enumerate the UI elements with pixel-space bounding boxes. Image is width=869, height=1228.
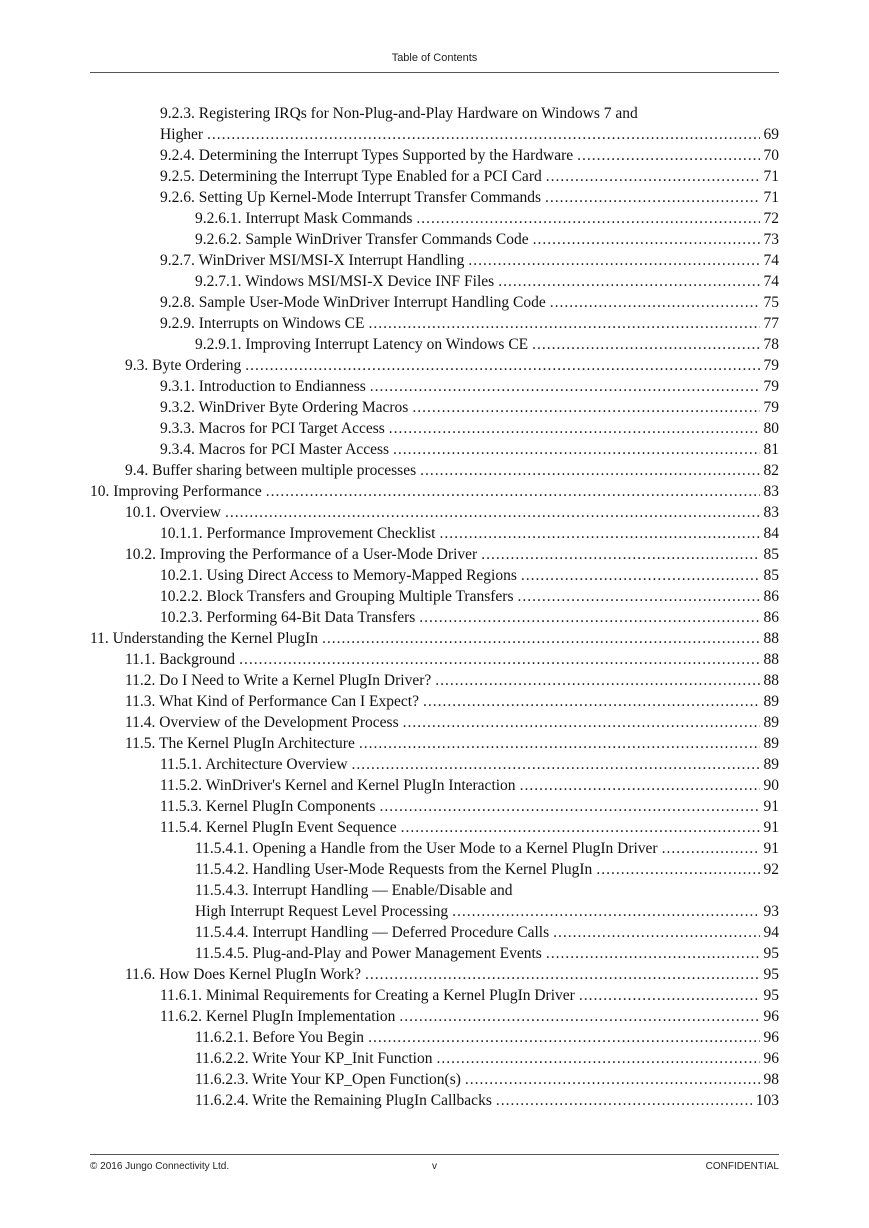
toc-entry-title: 11.5.3. Kernel PlugIn Components	[160, 798, 376, 815]
toc-leader-dots	[393, 439, 759, 460]
toc-entry-page: 91	[763, 840, 779, 857]
toc-leader-dots	[420, 460, 759, 481]
toc-entry-page: 98	[763, 1071, 779, 1088]
toc-entry[interactable]	[160, 565, 779, 586]
toc-entry[interactable]	[160, 250, 779, 271]
toc-leader-dots	[245, 355, 759, 376]
toc-entry-page: 77	[763, 315, 779, 332]
toc-entry-title: 10.2. Improving the Performance of a User-Mode Driver	[125, 546, 478, 563]
toc-entry[interactable]	[160, 313, 779, 334]
toc-entry-title-line: 9.2.3. Registering IRQs for Non-Plug-and-Play Hardware on Windows 7 and	[160, 105, 638, 122]
toc-entry-page: 79	[763, 357, 779, 374]
toc-entry-page: 95	[763, 945, 779, 962]
toc-entry[interactable]	[195, 208, 779, 229]
toc-entry-page: 80	[763, 420, 779, 437]
toc-leader-dots	[481, 544, 759, 565]
toc-entry-title: 9.3.1. Introduction to Endianness	[160, 378, 366, 395]
toc-entry-title: 11.6. How Does Kernel PlugIn Work?	[125, 966, 361, 983]
toc-entry-page: 86	[763, 588, 779, 605]
toc-entry-title: 10.1.1. Performance Improvement Checklist	[160, 525, 436, 542]
toc-entry-title: 9.2.6.2. Sample WinDriver Transfer Commands Code	[195, 231, 529, 248]
toc-leader-dots	[498, 271, 759, 292]
toc-entry-title: 11.6.2.1. Before You Begin	[195, 1029, 365, 1046]
toc-leader-dots	[239, 649, 759, 670]
toc-entry-page: 92	[763, 861, 779, 878]
toc-entry-title: 11.6.2. Kernel PlugIn Implementation	[160, 1008, 396, 1025]
toc-entry-title: 9.3.4. Macros for PCI Master Access	[160, 441, 390, 458]
toc-entry-page: 91	[763, 798, 779, 815]
toc-leader-dots	[370, 376, 760, 397]
toc-entry-title: 11.1. Background	[125, 651, 236, 668]
toc-entry[interactable]	[90, 481, 779, 502]
toc-leader-dots	[435, 670, 759, 691]
toc-leader-dots	[419, 607, 759, 628]
toc-leader-dots	[225, 502, 760, 523]
toc-entry-page: 71	[763, 189, 779, 206]
toc-entry[interactable]	[125, 670, 779, 691]
toc-entry-title-line: 11.5.4.3. Interrupt Handling — Enable/Disable and	[195, 882, 513, 899]
toc-leader-dots	[352, 754, 760, 775]
toc-entry-title: 11.3. What Kind of Performance Can I Expect?	[125, 693, 419, 710]
toc-entry-title: 11.5.4.5. Plug-and-Play and Power Management Events	[195, 945, 542, 962]
toc-leader-dots	[468, 250, 759, 271]
toc-entry-page: 79	[763, 399, 779, 416]
toc-entry-title: 10.2.3. Performing 64-Bit Data Transfers	[160, 609, 416, 626]
toc-entry[interactable]	[160, 1006, 779, 1027]
toc-leader-dots	[437, 1048, 760, 1069]
toc-entry-page: 73	[763, 231, 779, 248]
toc-entry-title: 10.2.1. Using Direct Access to Memory-Mapped Regions	[160, 567, 517, 584]
toc-entry[interactable]	[160, 523, 779, 544]
footer-page-number: v	[432, 1161, 437, 1172]
toc-leader-dots	[412, 397, 759, 418]
toc-entry-title: 11.6.1. Minimal Requirements for Creating a Kernel PlugIn Driver	[160, 987, 575, 1004]
toc-entry-page: 70	[763, 147, 779, 164]
toc-entry-title: 9.3.3. Macros for PCI Target Access	[160, 420, 385, 437]
toc-leader-dots	[389, 418, 760, 439]
toc-entry[interactable]	[125, 355, 779, 376]
toc-entry-page: 74	[763, 273, 779, 290]
toc-entry-page: 89	[763, 756, 779, 773]
toc-entry-page: 83	[763, 483, 779, 500]
toc-leader-dots	[496, 1090, 752, 1111]
toc-entry-title: 11.4. Overview of the Development Process	[125, 714, 399, 731]
toc-entry-title: 11.5.4.2. Handling User-Mode Requests from the Kernel PlugIn	[195, 861, 593, 878]
toc-leader-dots	[365, 964, 760, 985]
toc-entry-page: 71	[763, 168, 779, 185]
toc-entry-page: 86	[763, 609, 779, 626]
toc-entry[interactable]	[195, 922, 779, 943]
footer-copyright: © 2016 Jungo Connectivity Ltd.	[90, 1161, 230, 1172]
toc-entry[interactable]	[195, 1048, 779, 1069]
toc-entry-page: 78	[763, 336, 779, 353]
toc-entry-title: 11.6.2.3. Write Your KP_Open Function(s)	[195, 1071, 461, 1088]
toc-leader-dots	[532, 334, 759, 355]
footer-rule	[90, 1154, 779, 1155]
toc-entry-title: 9.2.4. Determining the Interrupt Types Supported by the Hardware	[160, 147, 574, 164]
toc-entry-title: 9.2.8. Sample User-Mode WinDriver Interrupt Handling Code	[160, 294, 546, 311]
toc-leader-dots	[596, 859, 759, 880]
toc-entry-page: 81	[763, 441, 779, 458]
toc-leader-dots	[546, 943, 760, 964]
toc-entry[interactable]	[195, 334, 779, 355]
toc-leader-dots	[322, 628, 759, 649]
toc-entry-page: 82	[763, 462, 779, 479]
toc-entry[interactable]	[160, 187, 779, 208]
toc-entry-title: 11.5.4.1. Opening a Handle from the User Mode to a Kernel PlugIn Driver	[195, 840, 658, 857]
toc-entry-page: 96	[763, 1029, 779, 1046]
toc-entry[interactable]	[160, 418, 779, 439]
toc-entry-page: 103	[755, 1092, 779, 1109]
toc-entry-title: 11.5.4.4. Interrupt Handling — Deferred Procedure Calls	[195, 924, 550, 941]
toc-entry[interactable]	[160, 397, 779, 418]
toc-entry-title: Higher	[160, 126, 204, 143]
toc-entry-title: 9.3.2. WinDriver Byte Ordering Macros	[160, 399, 409, 416]
toc-entry-page: 85	[763, 546, 779, 563]
toc-entry-title: 10.2.2. Block Transfers and Grouping Multiple Transfers	[160, 588, 514, 605]
toc-entry[interactable]	[125, 649, 779, 670]
toc-entry-page: 89	[763, 735, 779, 752]
toc-entry[interactable]	[160, 586, 779, 607]
toc-leader-dots	[546, 166, 760, 187]
toc-entry[interactable]	[125, 964, 779, 985]
toc-entry-page: 91	[763, 819, 779, 836]
toc-entry-title: 11.5.1. Architecture Overview	[160, 756, 348, 773]
toc-entry[interactable]	[125, 502, 779, 523]
toc-leader-dots	[662, 838, 760, 859]
toc-entry-page: 85	[763, 567, 779, 584]
page-header-title: Table of Contents	[391, 52, 478, 64]
toc-entry-title: 11.2. Do I Need to Write a Kernel PlugIn Driver?	[125, 672, 432, 689]
toc-entry-title: 11.5.4. Kernel PlugIn Event Sequence	[160, 819, 397, 836]
toc-entry[interactable]	[160, 754, 779, 775]
toc-leader-dots	[368, 313, 759, 334]
toc-leader-dots	[403, 712, 760, 733]
toc-entry-title: 9.2.7. WinDriver MSI/MSI-X Interrupt Handling	[160, 252, 465, 269]
toc-entry-page: 90	[763, 777, 779, 794]
toc-entry-title: 9.2.9. Interrupts on Windows CE	[160, 315, 365, 332]
toc-entry-page: 72	[763, 210, 779, 227]
toc-leader-dots	[439, 523, 759, 544]
toc-entry[interactable]	[195, 1069, 779, 1090]
toc-leader-dots	[545, 187, 760, 208]
toc-leader-dots	[550, 292, 760, 313]
toc-leader-dots	[579, 985, 760, 1006]
toc-entry-page: 96	[763, 1008, 779, 1025]
toc-entry-title: 9.2.5. Determining the Interrupt Type Enabled for a PCI Card	[160, 168, 542, 185]
toc-entry-title: 11. Understanding the Kernel PlugIn	[90, 630, 319, 647]
toc-entry-page: 83	[763, 504, 779, 521]
toc-entry-page: 88	[763, 672, 779, 689]
toc-entry-title: 9.2.9.1. Improving Interrupt Latency on Windows CE	[195, 336, 529, 353]
toc-entry-page: 89	[763, 714, 779, 731]
toc-entry-page: 79	[763, 378, 779, 395]
toc-entry[interactable]	[160, 145, 779, 166]
toc-leader-dots	[399, 1006, 759, 1027]
toc-entry[interactable]	[160, 775, 779, 796]
toc-leader-dots	[207, 124, 759, 145]
toc-entry-title: High Interrupt Request Level Processing	[195, 903, 449, 920]
toc-entry-page: 89	[763, 693, 779, 710]
toc-entry[interactable]	[160, 292, 779, 313]
toc-leader-dots	[520, 775, 760, 796]
toc-entry-title: 11.6.2.4. Write the Remaining PlugIn Callbacks	[195, 1092, 492, 1109]
toc-entry-title: 11.5.2. WinDriver's Kernel and Kernel PlugIn Interaction	[160, 777, 516, 794]
toc-leader-dots	[465, 1069, 760, 1090]
toc-entry-title: 9.2.6.1. Interrupt Mask Commands	[195, 210, 413, 227]
toc-entry[interactable]	[195, 859, 779, 880]
toc-entry[interactable]	[160, 985, 779, 1006]
toc-entry-page: 69	[763, 126, 779, 143]
toc-entry[interactable]	[195, 271, 779, 292]
toc-entry-title: 9.4. Buffer sharing between multiple processes	[125, 462, 417, 479]
toc-entry-page: 95	[763, 966, 779, 983]
toc-leader-dots	[452, 901, 759, 922]
toc-entry[interactable]	[195, 229, 779, 250]
header-rule	[90, 72, 779, 73]
toc-entry[interactable]	[160, 376, 779, 397]
toc-entry[interactable]	[195, 943, 779, 964]
toc-entry-title: 10.1. Overview	[125, 504, 221, 521]
toc-leader-dots	[416, 208, 759, 229]
toc-entry[interactable]	[160, 166, 779, 187]
toc-entry[interactable]	[195, 838, 779, 859]
toc-entry[interactable]	[160, 439, 779, 460]
toc-entry-page: 96	[763, 1050, 779, 1067]
toc-leader-dots	[517, 586, 759, 607]
toc-entry[interactable]	[195, 901, 779, 922]
toc-entry-page: 94	[763, 924, 779, 941]
toc-entry-title: 9.2.6. Setting Up Kernel-Mode Interrupt Transfer Commands	[160, 189, 541, 206]
toc-entry[interactable]	[160, 607, 779, 628]
toc-leader-dots	[380, 796, 760, 817]
toc-leader-dots	[368, 1027, 759, 1048]
toc-entry[interactable]	[125, 712, 779, 733]
toc-entry[interactable]	[125, 691, 779, 712]
toc-leader-dots	[266, 481, 760, 502]
toc-entry-page: 93	[763, 903, 779, 920]
toc-leader-dots	[521, 565, 760, 586]
toc-entry-page: 88	[763, 651, 779, 668]
toc-entry-page: 84	[763, 525, 779, 542]
toc-leader-dots	[553, 922, 759, 943]
toc-entry[interactable]	[90, 628, 779, 649]
toc-leader-dots	[423, 691, 760, 712]
toc-leader-dots	[533, 229, 760, 250]
toc-entry[interactable]	[160, 124, 779, 145]
toc-entry[interactable]	[125, 460, 779, 481]
toc-entry-title: 9.2.7.1. Windows MSI/MSI-X Device INF Files	[195, 273, 495, 290]
toc-entry[interactable]	[195, 1027, 779, 1048]
toc-entry[interactable]	[160, 796, 779, 817]
toc-leader-dots	[401, 817, 760, 838]
toc-entry[interactable]	[125, 733, 779, 754]
toc-entry-title: 10. Improving Performance	[90, 483, 262, 500]
toc-entry-title: 9.3. Byte Ordering	[125, 357, 242, 374]
toc-entry-title: 11.6.2.2. Write Your KP_Init Function	[195, 1050, 433, 1067]
toc-entry-title: 11.5. The Kernel PlugIn Architecture	[125, 735, 355, 752]
toc-entry-page: 75	[763, 294, 779, 311]
footer-confidential: CONFIDENTIAL	[705, 1161, 779, 1172]
toc-entry-page: 88	[763, 630, 779, 647]
toc-leader-dots	[577, 145, 759, 166]
toc-entry[interactable]	[195, 1090, 779, 1111]
toc-entry-page: 74	[763, 252, 779, 269]
toc-leader-dots	[359, 733, 760, 754]
toc-entry[interactable]	[125, 544, 779, 565]
toc-entry[interactable]	[160, 817, 779, 838]
toc-entry-page: 95	[763, 987, 779, 1004]
